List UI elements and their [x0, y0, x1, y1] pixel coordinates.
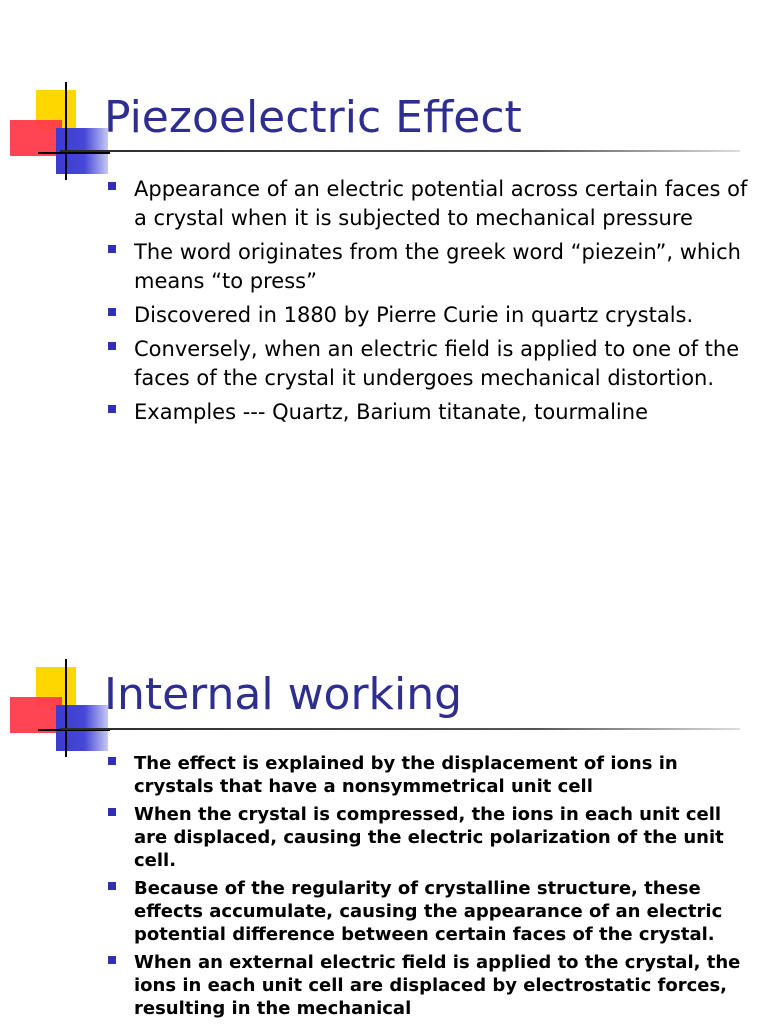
- bullet-square-icon: [108, 245, 116, 253]
- bullet-item: Because of the regularity of crystalline structure, these effects accumulate, causing the appearance of an electric potential difference between certain faces of the crystal.: [106, 877, 748, 946]
- slide-title: Internal working: [104, 669, 463, 720]
- bullet-item: The effect is explained by the displacement of ions in crystals that have a nonsymmetrical unit cell: [106, 752, 748, 798]
- bullet-item: Appearance of an electric potential across certain faces of a crystal when it is subjected to mechanical pressure: [106, 175, 748, 233]
- bullet-square-icon: [108, 342, 116, 350]
- bullet-item: Examples --- Quartz, Barium titanate, tourmaline: [106, 398, 748, 427]
- bullet-square-icon: [108, 182, 116, 190]
- title-divider: [60, 728, 740, 730]
- bullet-list: [106, 752, 748, 1025]
- bullet-item: Discovered in 1880 by Pierre Curie in quartz crystals.: [106, 301, 748, 330]
- bullet-square-icon: [108, 882, 116, 890]
- bullet-square-icon: [108, 308, 116, 316]
- bullet-item: When an external electric field is applied to the crystal, the ions in each unit cell are displaced by electrostatic forces, resulting in the mechanical: [106, 951, 748, 1020]
- slide-title: Piezoelectric Effect: [104, 92, 522, 143]
- bullet-item: When the crystal is compressed, the ions in each unit cell are displaced, causing the electric polarization of the unit cell.: [106, 803, 748, 872]
- bullet-item: The word originates from the greek word “piezein”, which means “to press”: [106, 238, 748, 296]
- bullet-square-icon: [108, 956, 116, 964]
- slide-internal-working: [0, 600, 768, 1024]
- slide-logo-icon: [10, 667, 110, 757]
- bullet-square-icon: [108, 808, 116, 816]
- bullet-list: [106, 175, 748, 432]
- bullet-square-icon: [108, 405, 116, 413]
- title-divider: [60, 150, 740, 152]
- bullet-square-icon: [108, 757, 116, 765]
- bullet-item: Conversely, when an electric field is applied to one of the faces of the crystal it undergoes mechanical distortion.: [106, 335, 748, 393]
- slide-logo-icon: [10, 90, 110, 180]
